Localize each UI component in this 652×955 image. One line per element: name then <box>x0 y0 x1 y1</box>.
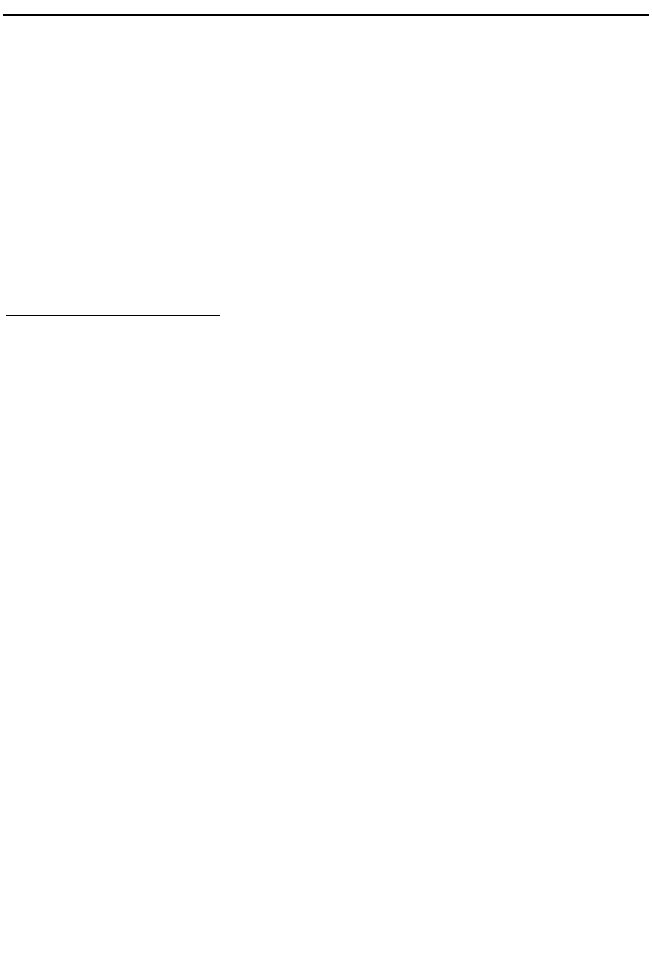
footnote-separator <box>6 315 220 316</box>
production-table <box>3 14 649 16</box>
chart-figure <box>28 26 652 303</box>
chart-legend <box>28 28 652 46</box>
line-chart-plot <box>28 46 652 303</box>
